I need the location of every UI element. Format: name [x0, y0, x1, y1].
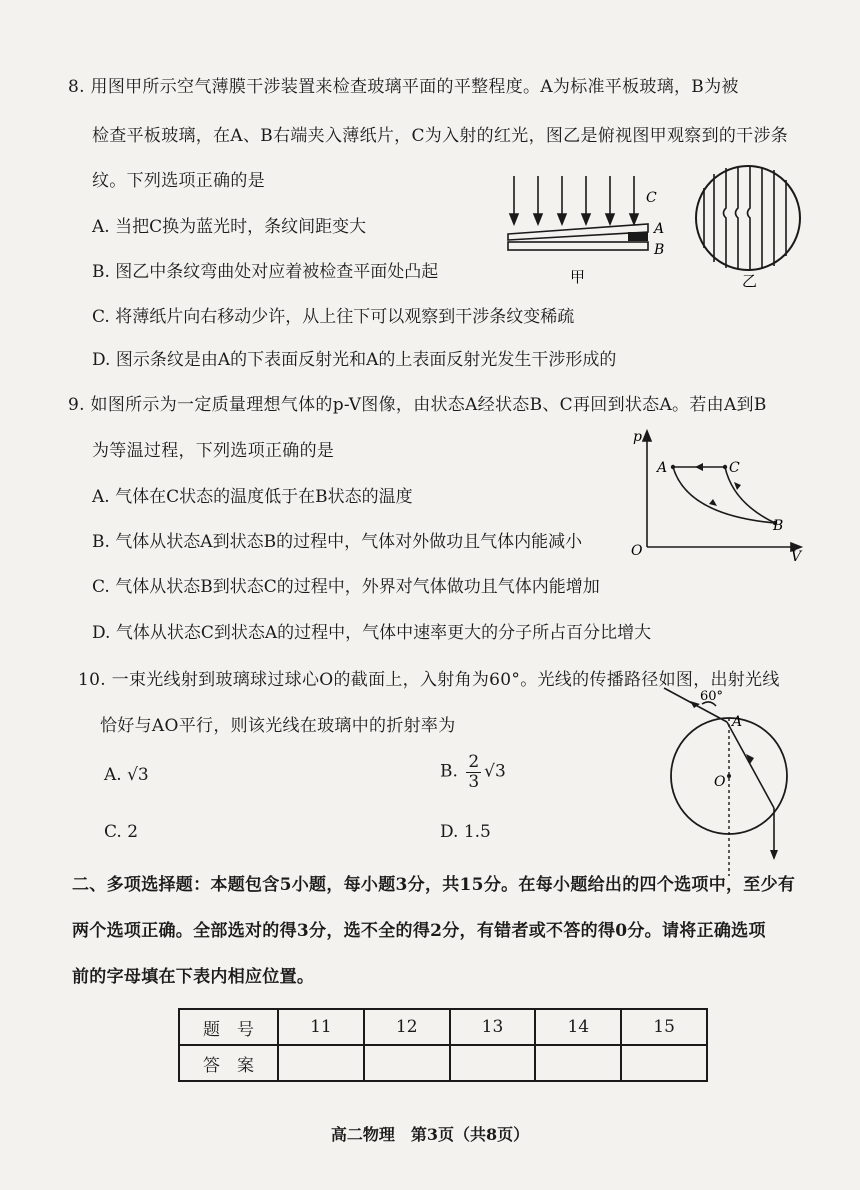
q10-option-b-numerator: 2	[468, 752, 480, 772]
q10-option-c: C. 2	[104, 822, 139, 842]
q10-option-b-denominator: 3	[468, 771, 480, 792]
q10-option-b-root: √3	[484, 761, 506, 782]
origin-label: O	[631, 543, 643, 559]
answer-table	[178, 1008, 708, 1082]
q10-sphere-figure	[640, 680, 800, 880]
q8-stem-line2: 检查平板玻璃，在A、B右端夹入薄纸片，C为入射的红光，图乙是俯视图甲观察到的干涉条	[92, 126, 789, 146]
answer-cell[interactable]	[535, 1045, 621, 1081]
label-a: A	[654, 221, 665, 237]
answer-cell[interactable]	[621, 1045, 707, 1081]
center-point	[727, 774, 731, 778]
section2-instruction-line2: 两个选项正确。全部选对的得3分，选不全的得2分，有错者或不答的得0分。请将正确选项	[72, 921, 766, 941]
q8-option-c: C. 将薄纸片向右移动少许，从上往下可以观察到干涉条纹变稀疏	[92, 307, 575, 327]
q8-option-d: D. 图示条纹是由A的下表面反射光和A的上表面反射光发生干涉形成的	[92, 350, 617, 370]
q10-option-b	[440, 753, 506, 791]
q10-stem-line2: 恰好与AO平行，则该光线在玻璃中的折射率为	[100, 716, 456, 736]
row-header-number: 题 号	[179, 1009, 278, 1045]
q10-option-a	[104, 765, 149, 785]
q9-stem-line2: 为等温过程，下列选项正确的是	[92, 441, 335, 461]
section2-instruction-line1: 二、多项选择题：本题包含5小题，每小题3分，共15分。在每小题给出的四个选项中，至少有	[72, 875, 796, 895]
q9-pv-graph	[625, 425, 815, 565]
q10-option-a-value: √3	[127, 765, 149, 785]
paper-strip	[628, 232, 648, 241]
refracted-ray	[727, 722, 774, 808]
question-number-cell: 11	[278, 1009, 364, 1045]
row-header-answer: 答 案	[179, 1045, 278, 1081]
interference-fringes	[704, 166, 786, 270]
q9-option-a: A. 气体在C状态的温度低于在B状态的温度	[92, 487, 413, 507]
q9-option-c: C. 气体从状态B到状态C的过程中，外界对气体做功且气体内能增加	[92, 577, 600, 597]
q10-option-b-prefix: B.	[440, 761, 464, 782]
question-number-cell: 14	[535, 1009, 621, 1045]
page-footer: 高二物理 第3页（共8页）	[330, 1125, 530, 1144]
point-a-label: A	[657, 460, 668, 476]
question-number-cell: 15	[621, 1009, 707, 1045]
answer-cell[interactable]	[364, 1045, 450, 1081]
label-b: B	[654, 242, 665, 258]
q8-stem-line1: 8. 用图甲所示空气薄膜干涉装置来检查玻璃平面的平整程度。A为标准平板玻璃，B为被	[68, 77, 739, 97]
center-label: O	[714, 774, 726, 790]
question-number-cell: 13	[450, 1009, 536, 1045]
q10-option-a-prefix: A.	[104, 765, 128, 785]
q9-stem-line1: 9. 如图所示为一定质量理想气体的p-V图像，由状态A经状态B、C再回到状态A。若由A到B	[68, 395, 767, 415]
question-number-cell: 12	[364, 1009, 450, 1045]
plate-b	[508, 242, 648, 250]
point-c-label: C	[729, 460, 740, 476]
caption-jia: 甲	[570, 268, 586, 286]
plate-a	[508, 224, 648, 240]
q8-figure-yi	[690, 160, 810, 290]
q10-option-d: D. 1.5	[440, 822, 491, 842]
incident-light-arrows	[510, 176, 638, 224]
axis-label-v: V	[791, 549, 802, 565]
q8-option-a: A. 当把C换为蓝光时，条纹间距变大	[92, 217, 367, 237]
q10-option-b-fraction	[466, 753, 481, 791]
q9-option-d: D. 气体从状态C到状态A的过程中，气体中速率更大的分子所占百分比增大	[92, 623, 652, 643]
answer-row	[179, 1045, 707, 1081]
q8-stem-line3: 纹。下列选项正确的是	[92, 171, 265, 191]
question-number-row	[179, 1009, 707, 1045]
answer-cell[interactable]	[278, 1045, 364, 1081]
answer-cell[interactable]	[450, 1045, 536, 1081]
label-c: C	[646, 190, 657, 206]
q8-figure-jia	[500, 168, 680, 288]
q9-option-b: B. 气体从状态A到状态B的过程中，气体对外做功且气体内能减小	[92, 532, 583, 552]
q8-option-b: B. 图乙中条纹弯曲处对应着被检查平面处凸起	[92, 262, 439, 282]
caption-yi: 乙	[742, 272, 758, 290]
point-a-label: A	[732, 714, 743, 730]
point-b-label: B	[773, 518, 784, 534]
axis-label-p: p	[633, 429, 642, 445]
q10-stem-line1: 10. 一束光线射到玻璃球过球心O的截面上，入射角为60°。光线的传播路径如图，出射光线	[78, 670, 780, 690]
angle-label: 60°	[700, 689, 724, 704]
section2-instruction-line3: 前的字母填在下表内相应位置。	[72, 967, 315, 987]
